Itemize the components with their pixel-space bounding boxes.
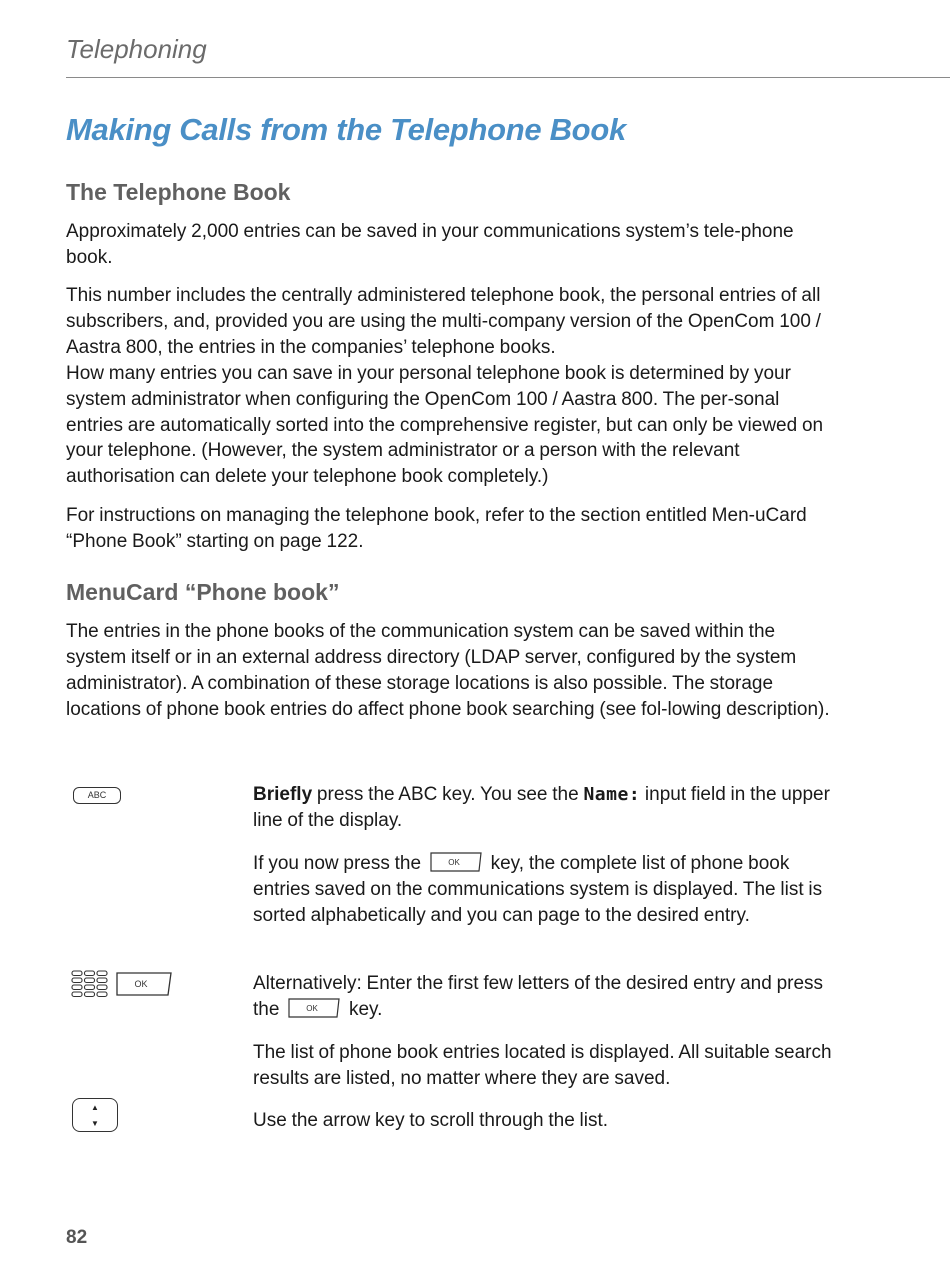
page-number: 82 bbox=[66, 1227, 88, 1248]
instruction-ok-pre: If you now press the bbox=[253, 853, 422, 874]
ok-key-icon-inline bbox=[288, 998, 340, 1018]
instruction-ok-post: key, the complete list of phone book entries saved on the communications system is displayed. The list is sorted alphabetically and you can page to the desired entry. bbox=[253, 853, 823, 926]
instruction-ok-full-list bbox=[253, 851, 833, 929]
ok-key-inline-label: OK bbox=[306, 1003, 318, 1013]
running-header: Telephoning bbox=[66, 34, 207, 64]
instruction-results-displayed: The list of phone book entries located is displayed. All suitable search results are listed, no matter where they are saved. bbox=[253, 1042, 832, 1089]
down-arrow-icon: ▼ bbox=[91, 1119, 99, 1128]
header-divider bbox=[66, 77, 950, 78]
instruction-abc-end: input field in the upper line of the display. bbox=[253, 784, 830, 831]
section-heading-telephone-book: The Telephone Book bbox=[66, 179, 291, 205]
instruction-scroll: Use the arrow key to scroll through the list. bbox=[253, 1110, 609, 1131]
instruction-search-pre: Alternatively: Enter the first few letters of the desired entry and press the bbox=[253, 973, 824, 1020]
ok-key-icon bbox=[430, 852, 482, 872]
name-field-label: Name: bbox=[583, 784, 641, 805]
instruction-search-letters bbox=[253, 971, 833, 1023]
paragraph-entries-included-b: How many entries you can save in your personal telephone book is determined by your system administrator when configuring the OpenCom 100 / Aastra 800. The per-sonal entries are automatically sorted into the comprehensive register, but can only be viewed on your telephone. (However, the system administrator or a person with the relevant authorisation can delete your telephone book completely.) bbox=[66, 362, 824, 488]
ok-key-label: OK bbox=[448, 857, 460, 867]
instruction-abc-key bbox=[253, 782, 833, 834]
instruction-search-post: key. bbox=[348, 999, 383, 1020]
paragraph-instructions-reference: For instructions on managing the telephone book, refer to the section entitled Men-uCard “Phone Book” starting on page 122. bbox=[66, 505, 807, 552]
paragraph-entries-included bbox=[66, 283, 830, 490]
up-arrow-icon: ▲ bbox=[91, 1103, 99, 1112]
section-heading-menucard: MenuCard “Phone book” bbox=[66, 579, 340, 605]
instruction-abc-text: press the ABC key. You see the bbox=[312, 784, 584, 805]
arrow-key-icon bbox=[72, 1098, 118, 1132]
instruction-briefly: Briefly bbox=[253, 784, 313, 805]
ok-key-large-label: OK bbox=[134, 979, 148, 989]
page-title: Making Calls from the Telephone Book bbox=[66, 112, 626, 147]
keypad-icon bbox=[71, 970, 111, 998]
ok-key-icon-large bbox=[116, 972, 172, 996]
paragraph-storage-locations: The entries in the phone books of the communication system can be saved within the system itself or in an external address directory (LDAP server, configured by the system administrator). A combination of these storage locations is also possible. The storage locations of phone book entries do affect phone book searching (see fol-lowing description). bbox=[66, 621, 830, 720]
abc-key-icon: ABC bbox=[73, 787, 121, 804]
paragraph-entries-included-a: This number includes the centrally administered telephone book, the personal entries of all subscribers, and, provided you are using the multi-company version of the OpenCom 100 / Aastra 800, the entries in the companies’ telephone books. bbox=[66, 285, 821, 358]
paragraph-capacity: Approximately 2,000 entries can be saved in your communications system’s tele-phone book. bbox=[66, 221, 794, 268]
